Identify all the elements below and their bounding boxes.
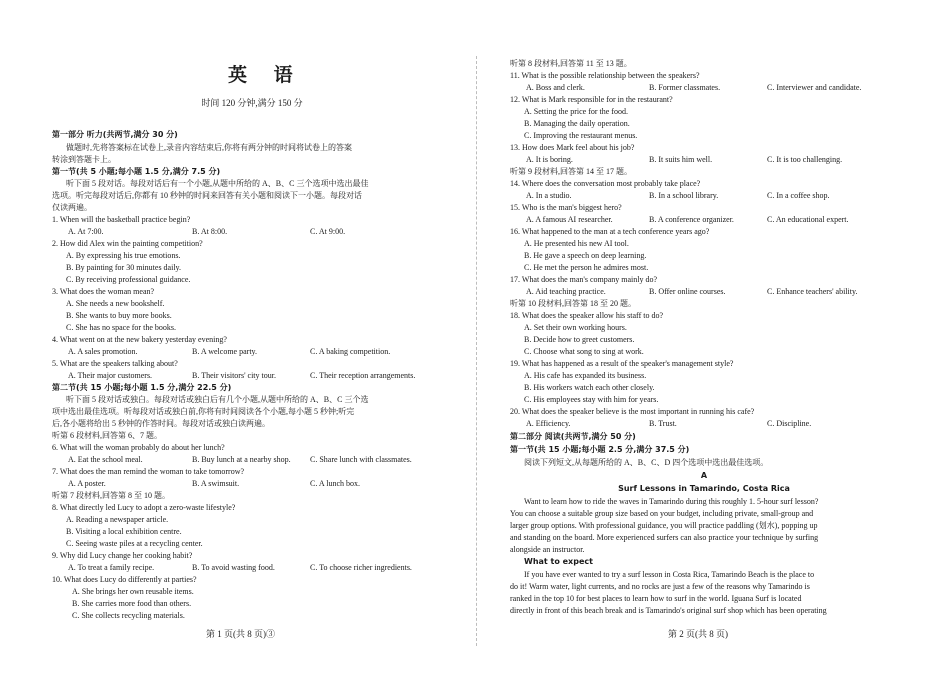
option-b: B. A conference organizer. — [649, 215, 734, 224]
option-b: B. She wants to buy more books. — [66, 311, 172, 320]
page-2 — [510, 0, 898, 673]
option-c: C. It is too challenging. — [767, 155, 843, 164]
option-c: C. Share lunch with classmates. — [310, 455, 412, 464]
option-a: A. At 7:00. — [68, 227, 104, 236]
option-b: B. A swimsuit. — [192, 479, 240, 488]
question-12: 12. What is Mark responsible for in the restaurant? — [510, 95, 673, 104]
passage-paragraph-2-cont: directly in front of this beach break and is Tamarindo's original surf shop which has been operating — [510, 606, 827, 615]
question-13: 13. How does Mark feel about his job? — [510, 143, 635, 152]
option-c: C. Their reception arrangements. — [310, 371, 416, 380]
option-c: C. To choose richer ingredients. — [310, 563, 412, 572]
option-b: B. Former classmates. — [649, 83, 721, 92]
question-14: 14. Where does the conversation most probably take place? — [510, 179, 701, 188]
option-a: A. Set their own working hours. — [524, 323, 627, 332]
option-c: C. At 9:00. — [310, 227, 346, 236]
passage-paragraph-1-cont: and standing on the board. More experienced surfers can also practice your technique by surfing — [510, 533, 819, 542]
option-a: A. A poster. — [68, 479, 106, 488]
option-a: A. Eat the school meal. — [68, 455, 143, 464]
question-8: 8. What directly led Lucy to adopt a zero-waste lifestyle? — [52, 503, 236, 512]
option-b: B. She carries more food than others. — [72, 599, 192, 608]
section2-instructions: 听下面 5 段对话或独白。每段对话或独白后有几个小题,从题中所给的 A、B、C 三个选 — [66, 395, 369, 404]
option-c: C. His employees stay with him for years. — [524, 395, 659, 404]
option-a: A. In a studio. — [526, 191, 572, 200]
option-b: B. Visiting a local exhibition centre. — [66, 527, 182, 536]
passage-paragraph-1-cont: larger group options. With professional guidance, you will practice paddling (划水), popping up — [510, 521, 818, 530]
option-c: C. She collects recycling materials. — [72, 611, 185, 620]
section3-heading: 第一节(共 15 小题;每小题 2.5 分,满分 37.5 分) — [510, 445, 690, 454]
material-6-note: 听第 6 段材料,回答第 6、7 题。 — [52, 431, 162, 440]
question-16: 16. What happened to the man at a tech conference years ago? — [510, 227, 710, 236]
option-b: B. Offer online courses. — [649, 287, 726, 296]
passage-paragraph-1-cont: alongside an instructor. — [510, 545, 585, 554]
option-c: C. A lunch box. — [310, 479, 361, 488]
part1-instructions: 做题时,先将答案标在试卷上,录音内容结束后,你将有两分钟的时间将试卷上的答案 — [66, 143, 352, 152]
exam-duration: 时间 120 分钟,满分 150 分 — [201, 98, 303, 108]
section2-instructions-cont: 项中选出最佳选项。听每段对话或独白前,你将有时间阅读各个小题,每小题 5 秒钟;听完 — [52, 407, 355, 416]
part1-instructions-cont: 转涂到答题卡上。 — [52, 155, 116, 164]
material-10-note: 听第 10 段材料,回答第 18 至 20 题。 — [510, 299, 636, 308]
option-c: C. Enhance teachers' ability. — [767, 287, 858, 296]
option-a: A. To treat a family recipe. — [68, 563, 155, 572]
option-b: B. It suits him well. — [649, 155, 713, 164]
page-divider — [476, 56, 477, 646]
material-9-note: 听第 9 段材料,回答第 14 至 17 题。 — [510, 167, 632, 176]
option-c: C. Choose what song to sing at work. — [524, 347, 644, 356]
question-20: 20. What does the speaker believe is the most important in running his cafe? — [510, 407, 755, 416]
question-10: 10. What does Lucy do differently at parties? — [52, 575, 197, 584]
option-c: C. He met the person he admires most. — [524, 263, 649, 272]
option-b: B. His workers watch each other closely. — [524, 383, 655, 392]
option-a: A. Boss and clerk. — [526, 83, 585, 92]
option-b: B. Buy lunch at a nearby shop. — [192, 455, 291, 464]
section3-instructions: 阅读下列短文,从每题所给的 A、B、C、D 四个选项中选出最佳选项。 — [524, 458, 769, 467]
option-c: C. By receiving professional guidance. — [66, 275, 191, 284]
option-c: C. Improving the restaurant menus. — [524, 131, 638, 140]
question-15: 15. Who is the man's biggest hero? — [510, 203, 622, 212]
option-a: A. By expressing his true emotions. — [66, 251, 181, 260]
option-b: B. He gave a speech on deep learning. — [524, 251, 647, 260]
passage-title: Surf Lessons in Tamarindo, Costa Rica — [618, 484, 790, 493]
question-2: 2. How did Alex win the painting competition? — [52, 239, 203, 248]
passage-paragraph-1: Want to learn how to ride the waves in Tamarindo during this roughly 1. 5-hour surf lesson? — [524, 497, 819, 506]
question-17: 17. What does the man's company mainly do? — [510, 275, 658, 284]
option-a: A. It is boring. — [526, 155, 573, 164]
option-b: B. Their visitors' city tour. — [192, 371, 276, 380]
material-8-note: 听第 8 段材料,回答第 11 至 13 题。 — [510, 59, 632, 68]
section2-heading: 第二节(共 15 小题;每小题 1.5 分,满分 22.5 分) — [52, 383, 232, 392]
option-a: A. Aid teaching practice. — [526, 287, 606, 296]
question-3: 3. What does the woman mean? — [52, 287, 155, 296]
subheading-what-to-expect: What to expect — [524, 557, 593, 566]
option-a: A. He presented his new AI tool. — [524, 239, 629, 248]
section2-instructions-cont: 后,各小题将给出 5 秒钟的作答时间。每段对话或独白读两遍。 — [52, 419, 270, 428]
option-b: B. At 8:00. — [192, 227, 228, 236]
question-9: 9. Why did Lucy change her cooking habit? — [52, 551, 193, 560]
option-b: B. To avoid wasting food. — [192, 563, 275, 572]
passage-paragraph-2-cont: do it! Warm water, light currents, and no rocks are just a few of the reasons why Tamarindo is — [510, 582, 810, 591]
section1-heading: 第一节(共 5 小题;每小题 1.5 分,满分 7.5 分) — [52, 167, 221, 176]
passage-paragraph-2: If you have ever wanted to try a surf lesson in Costa Rica, Tamarindo Beach is the place to — [524, 570, 815, 579]
option-a: A. His cafe has expanded its business. — [524, 371, 647, 380]
page-1 — [52, 0, 452, 673]
passage-paragraph-2-cont: ranked in the top 10 for best places to learn how to surf in the world. Iguana Surf is located — [510, 594, 802, 603]
question-5: 5. What are the speakers talking about? — [52, 359, 178, 368]
option-b: B. Decide how to greet customers. — [524, 335, 635, 344]
question-18: 18. What does the speaker allow his staff to do? — [510, 311, 663, 320]
option-b: B. Trust. — [649, 419, 677, 428]
option-a: A. Their major customers. — [68, 371, 153, 380]
page-footer: 第 1 页(共 8 页)③ — [206, 629, 275, 639]
section1-instructions-cont: 选项。听完每段对话后,你都有 10 秒钟的时间来回答有关小题和阅读下一小题。每段对话 — [52, 191, 362, 200]
option-c: C. In a coffee shop. — [767, 191, 830, 200]
option-c: C. An educational expert. — [767, 215, 849, 224]
option-a: A. A sales promotion. — [68, 347, 138, 356]
option-b: B. Managing the daily operation. — [524, 119, 630, 128]
part1-heading: 第一部分 听力(共两节,满分 30 分) — [52, 130, 178, 139]
option-a: A. A famous AI researcher. — [526, 215, 613, 224]
question-4: 4. What went on at the new bakery yesterday evening? — [52, 335, 227, 344]
option-a: A. Efficiency. — [526, 419, 571, 428]
option-a: A. Setting the price for the food. — [524, 107, 628, 116]
section1-instructions-cont: 仅读两遍。 — [52, 203, 92, 212]
option-a: A. Reading a newspaper article. — [66, 515, 169, 524]
option-a: A. She brings her own reusable items. — [72, 587, 194, 596]
page-title: 英 语 — [228, 64, 303, 86]
question-7: 7. What does the man remind the woman to take tomorrow? — [52, 467, 245, 476]
option-c: C. Discipline. — [767, 419, 812, 428]
option-c: C. Seeing waste piles at a recycling center. — [66, 539, 203, 548]
section1-instructions: 听下面 5 段对话。每段对话后有一个小题,从题中所给的 A、B、C 三个选项中选出最佳 — [66, 179, 369, 188]
option-c: C. She has no space for the books. — [66, 323, 176, 332]
question-6: 6. What will the woman probably do about her lunch? — [52, 443, 225, 452]
question-19: 19. What has happened as a result of the speaker's management style? — [510, 359, 734, 368]
question-1: 1. When will the basketball practice begin? — [52, 215, 191, 224]
question-11: 11. What is the possible relationship between the speakers? — [510, 71, 700, 80]
option-c: C. Interviewer and candidate. — [767, 83, 862, 92]
part2-heading: 第二部分 阅读(共两节,满分 50 分) — [510, 432, 636, 441]
passage-letter: A — [700, 471, 708, 480]
material-7-note: 听第 7 段材料,回答第 8 至 10 题。 — [52, 491, 170, 500]
option-c: C. A baking competition. — [310, 347, 391, 356]
option-b: B. A welcome party. — [192, 347, 258, 356]
option-a: A. She needs a new bookshelf. — [66, 299, 165, 308]
option-b: B. In a school library. — [649, 191, 719, 200]
page-footer: 第 2 页(共 8 页) — [668, 629, 728, 639]
option-b: B. By painting for 30 minutes daily. — [66, 263, 182, 272]
passage-paragraph-1-cont: You can choose a suitable group size based on your budget, including private, small-group and — [510, 509, 814, 518]
